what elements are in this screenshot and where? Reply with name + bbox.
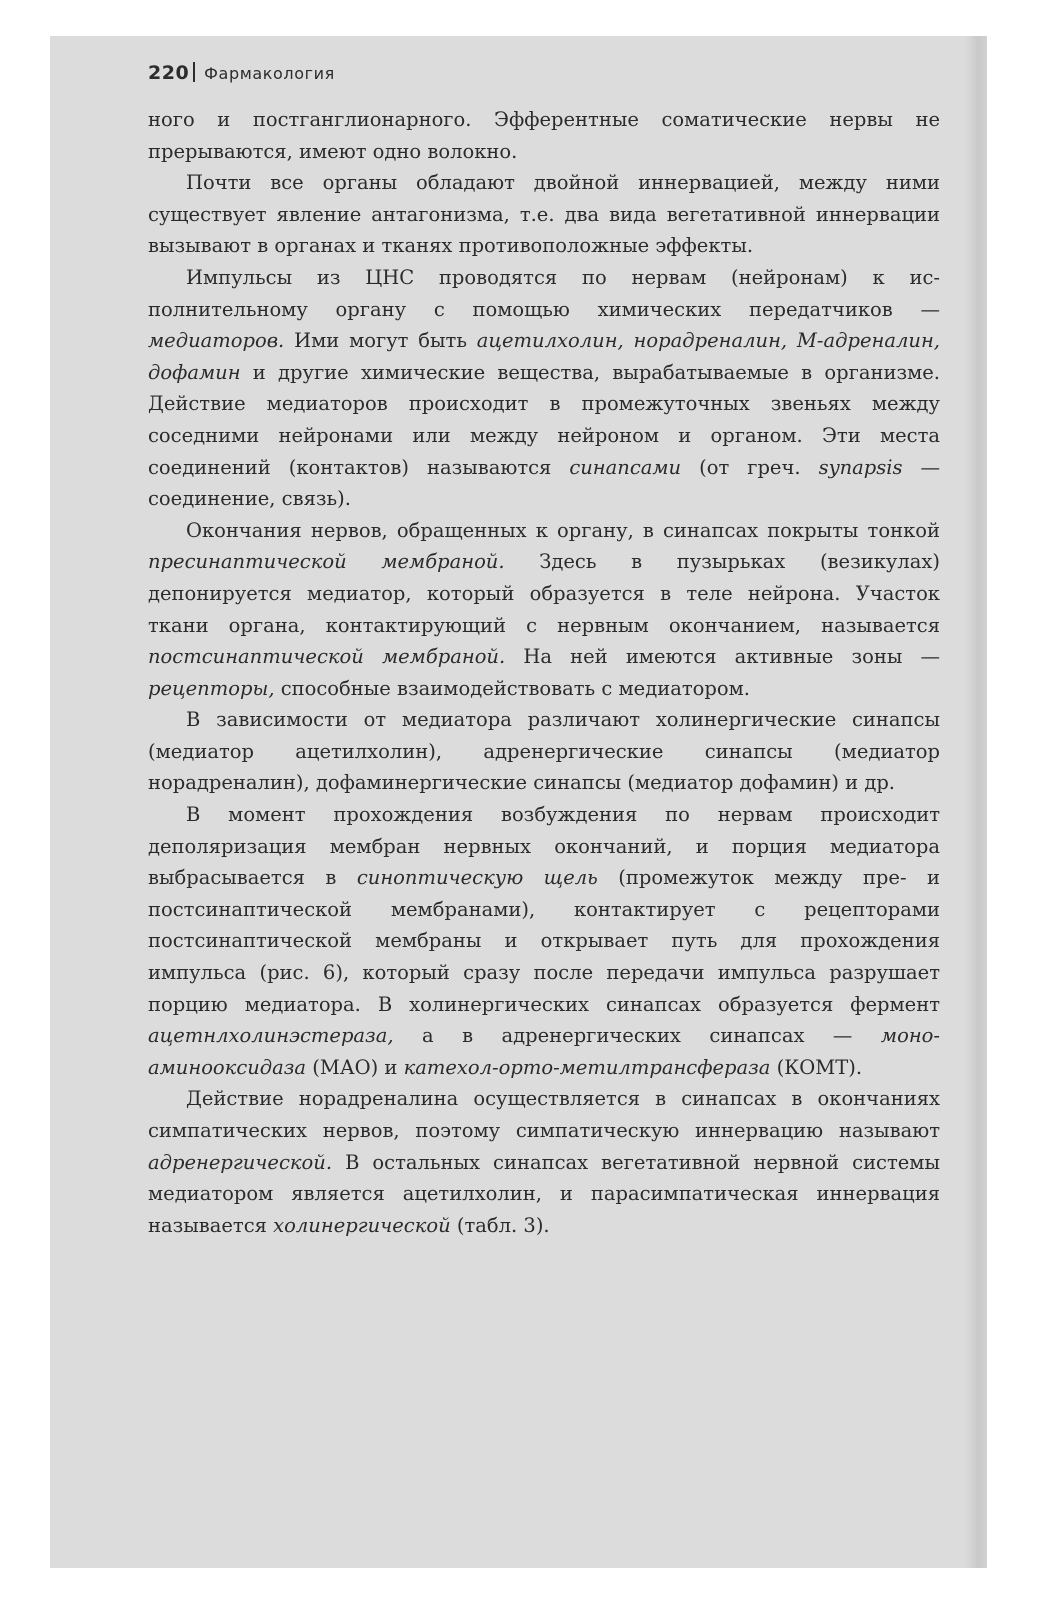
italic-term: пресинаптической мембраной. (148, 550, 505, 574)
paragraph (148, 704, 940, 799)
text-run: Здесь в пузырьках (везикулах) депонируется медиатор, который образуется в теле нейрона. Участок ткани органа, контактирующий с нервным окончанием, называется (148, 550, 940, 637)
body-text (148, 104, 940, 1241)
paragraph (148, 167, 940, 262)
text-run: Действие норадреналина осуществляется в синапсах в окончаниях симпатических нервов, поэтому симпатическую иннервацию называют (148, 1087, 940, 1142)
text-run: На ней имеются активные зоны — (505, 645, 940, 669)
italic-term: synapsis (818, 455, 903, 479)
text-run: Импульсы из ЦНС проводятся по нервам (нейронам) к исполнительному органу с помощью химических передатчиков — (148, 265, 940, 321)
text-run: и другие химические вещества, вырабатываемые в организме. Действие медиаторов происходит в промежуточных звеньях между соседними нейронами или между нейроном и органом. Эти места соединений (контактов) называются (148, 360, 940, 479)
text-run: Почти все органы обладают двойной иннервацией, между ними существует явление антагонизма, т.е. два вида вегетативной иннервации вызывают в органах и тканях противоположные эффекты. (148, 171, 940, 258)
paragraph (148, 799, 940, 1083)
italic-term: синапсами (569, 455, 682, 479)
italic-term: адренергической. (148, 1150, 333, 1174)
text-run: В момент прохождения возбуждения по нервам происходит деполяризация мембран нервных окончаний, и порция медиатора выбрасывается в (148, 803, 940, 890)
text-run: (от греч. (681, 455, 819, 479)
italic-term: холинергической (273, 1213, 451, 1237)
italic-term: медиаторов. (148, 329, 285, 353)
text-run: а в адренергических синапсах — (393, 1024, 881, 1048)
scanned-page (50, 36, 987, 1568)
text-run: способные взаимодействовать с медиатором. (274, 676, 750, 700)
paragraph (148, 515, 940, 705)
header-separator (193, 62, 195, 82)
italic-term: ацетнлхолинэстераза, (148, 1024, 394, 1048)
text-run: (КОМТ). (770, 1055, 863, 1079)
running-header (148, 62, 335, 84)
paragraph (148, 1083, 940, 1241)
text-run: (промежуток между пре- и постсинаптической мембранами), контактирует с рецепторами постсинаптической мембраны и открывает путь для прохождения импульса (рис. 6), который сразу после передачи импульса разрушает порцию медиатора. В холинергических синапсах образуется фермент (148, 866, 940, 1016)
text-run: Ими могут быть (284, 329, 477, 353)
page-number: 220 (148, 62, 190, 84)
italic-term: постсинаптической мембраной. (148, 645, 506, 669)
paragraph (148, 104, 940, 167)
text-run: В зависимости от медиатора различают холинергические синапсы (медиатор ацетилхолин), адренергические синапсы (медиатор норадреналин), дофаминергические синапсы (медиатор дофамин) и др. (148, 708, 940, 795)
text-run: (табл. 3). (450, 1213, 550, 1237)
paragraph (148, 262, 940, 515)
italic-term: ацетилхолин, норадреналин, М-адреналин, дофамин (148, 329, 940, 384)
text-run: — соединение, связь). (148, 455, 941, 511)
italic-term: моно-аминооксидаза (148, 1024, 940, 1079)
text-run: (МАО) и (306, 1055, 404, 1079)
text-run: Окончания нервов, обращенных к органу, в синапсах покрыты тонкой (186, 518, 940, 542)
page-binding-shadow (965, 36, 987, 1568)
text-run: ного и постганглионарного. Эфферентные соматические нервы не прерываются, имеют одно волокно. (148, 108, 940, 163)
text-run: В остальных синапсах вегетативной нервной системы медиатором является ацетилхолин, и парасимпатическая иннервация называется (148, 1150, 940, 1237)
italic-term: синоптическую щель (356, 866, 598, 890)
section-title: Фармакология (204, 64, 335, 83)
italic-term: катехол-орто-метилтрансфераза (403, 1055, 771, 1079)
italic-term: рецепторы, (148, 676, 275, 700)
